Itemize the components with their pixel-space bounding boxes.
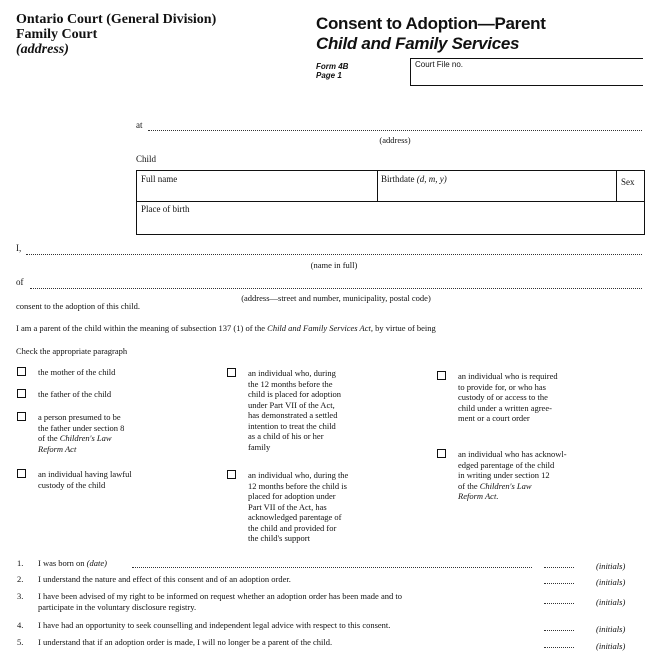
- court-division: Family Court: [16, 27, 98, 42]
- mother-checkbox[interactable]: [17, 367, 26, 376]
- statement-5-text: I understand that if an adoption order is made, I will no longer be a parent of the child.: [38, 637, 333, 647]
- father-option-label: the father of the child: [38, 389, 112, 399]
- court-file-label: Court File no.: [415, 60, 464, 69]
- written-acknowledgement-checkbox[interactable]: [437, 449, 446, 458]
- name-field[interactable]: [26, 254, 642, 255]
- form-number: Form 4B: [316, 62, 349, 71]
- statement-4-number: 4.: [17, 620, 24, 630]
- at-prefix: at: [136, 120, 143, 130]
- statement-4-initials-field[interactable]: [544, 630, 574, 631]
- statement-5-number: 5.: [17, 637, 24, 647]
- sex-label: Sex: [621, 177, 635, 187]
- address-caption: (address—street and number, municipality, postal code): [241, 293, 431, 303]
- statement-2-initials-label: (initials): [596, 577, 626, 587]
- statement-5-initials-field[interactable]: [544, 647, 574, 648]
- form-subtitle: Child and Family Services: [316, 34, 520, 53]
- birth-date-field[interactable]: [132, 567, 532, 568]
- form-title: Consent to Adoption—Parent: [316, 14, 546, 33]
- mother-option-label: the mother of the child: [38, 367, 116, 377]
- support-provided-checkbox[interactable]: [227, 470, 236, 479]
- statement-1-text: I was born on (date): [38, 558, 107, 568]
- presumed-father-checkbox[interactable]: [17, 412, 26, 421]
- statement-4-text: I have had an opportunity to seek counselling and independent legal advice with respect to this consent.: [38, 620, 391, 630]
- court-file-box[interactable]: [410, 58, 643, 86]
- name-prefix: I,: [16, 243, 22, 253]
- statement-5-initials-label: (initials): [596, 641, 626, 651]
- lawful-custody-checkbox[interactable]: [17, 469, 26, 478]
- father-checkbox[interactable]: [17, 389, 26, 398]
- court-address-label: (address): [16, 42, 69, 57]
- statement-3-initials-label: (initials): [596, 597, 626, 607]
- address-field[interactable]: [30, 288, 642, 289]
- statement-2-number: 2.: [17, 574, 24, 584]
- name-caption: (name in full): [310, 260, 358, 270]
- of-prefix: of: [16, 277, 24, 287]
- form-page: Page 1: [316, 71, 342, 80]
- check-instruction: Check the appropriate paragraph: [16, 346, 128, 356]
- statement-1-initials-field[interactable]: [544, 567, 574, 568]
- lawful-custody-option-label: an individual having lawful custody of the child: [38, 469, 132, 490]
- statement-1-number: 1.: [17, 558, 24, 568]
- settled-intention-checkbox[interactable]: [227, 368, 236, 377]
- child-info-box: [136, 170, 645, 235]
- full-name-label: Full name: [141, 174, 178, 184]
- support-provided-option-label: an individual who, during the 12 months before the child is placed for adoption under Part VII of the Act, has acknowledged parentage of the child and provided for the child's support: [248, 470, 349, 543]
- court-name: Ontario Court (General Division): [16, 12, 217, 27]
- consent-statement: consent to the adoption of this child.: [16, 301, 140, 311]
- statement-2-initials-field[interactable]: [544, 583, 574, 584]
- court-order-checkbox[interactable]: [437, 371, 446, 380]
- birthdate-label: Birthdate (d, m, y): [381, 174, 447, 184]
- written-acknowledgement-option-label: an individual who has acknowl- edged parentage of the child in writing under section 12 of the Children's Law Reform Act.: [458, 449, 567, 501]
- presumed-father-option-label: a person presumed to be the father under section 8 of the Children's Law Reform Act: [38, 412, 125, 454]
- statement-3-number: 3.: [17, 591, 24, 601]
- court-order-option-label: an individual who is required to provide for, or who has custody of or access to the child under a written agree- ment or a court order: [458, 371, 558, 423]
- statement-1-initials-label: (initials): [596, 561, 626, 571]
- at-address-caption: (address): [379, 135, 411, 145]
- child-heading: Child: [136, 154, 157, 164]
- parent-statement: I am a parent of the child within the meaning of subsection 137 (1) of the Child and Family Services Act, by virtue of being: [16, 323, 436, 333]
- statement-3-text: I have been advised of my right to be informed on request whether an adoption order has been made and to participate in the voluntary disclosure registry.: [38, 591, 402, 612]
- place-of-birth-label: Place of birth: [141, 204, 190, 214]
- statement-4-initials-label: (initials): [596, 624, 626, 634]
- at-address-field[interactable]: [148, 130, 642, 131]
- statement-3-initials-field[interactable]: [544, 603, 574, 604]
- statement-2-text: I understand the nature and effect of this consent and of an adoption order.: [38, 574, 291, 584]
- settled-intention-option-label: an individual who, during the 12 months before the child is placed for adoption under Part VII of the Act, has demonstrated a settled intention to treat the child as a child of his or her family: [248, 368, 342, 452]
